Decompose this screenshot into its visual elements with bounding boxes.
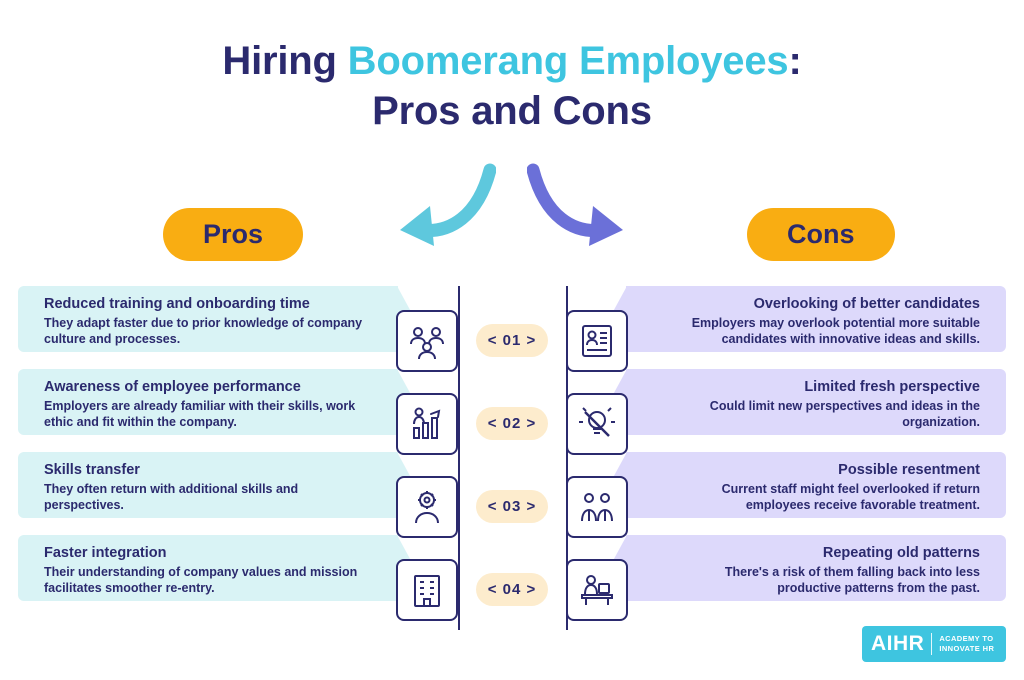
pro-desc-1: They adapt faster due to prior knowledge of company culture and processes. [44, 316, 363, 347]
title-line-1 [0, 36, 1024, 86]
step-badge-1: < 01 > [476, 324, 548, 357]
con-card-1 [626, 286, 1006, 352]
title-part-post: : [788, 39, 802, 83]
title-part-accent: Boomerang Employees [347, 39, 789, 83]
con-card-3 [626, 452, 1006, 518]
con-title-4: Repeating old patterns [822, 545, 980, 561]
pro-desc-4: Their understanding of company values and mission facilitates smoother re-entry. [44, 565, 358, 596]
team-people-icon [396, 310, 458, 372]
divider-left [458, 286, 460, 630]
logo-divider [931, 633, 932, 655]
con-title-2: Limited fresh perspective [804, 379, 980, 395]
pro-card-2 [18, 369, 398, 435]
con-title-3: Possible resentment [838, 462, 980, 478]
growth-chart-icon [396, 393, 458, 455]
pro-card-3 [18, 452, 398, 518]
logo-wordmark: AIHR [871, 632, 925, 655]
desk-worker-icon [566, 559, 628, 621]
pro-card-1 [18, 286, 398, 352]
arrow-to-pros-icon [386, 160, 496, 255]
pro-title-2: Awareness of employee performance [44, 379, 301, 395]
page-title [0, 36, 1024, 136]
pro-title-1: Reduced training and onboarding time [44, 296, 310, 312]
logo-tagline-line2: INNOVATE HR [939, 644, 995, 653]
step-badge-4: < 04 > [476, 573, 548, 606]
pro-card-4 [18, 535, 398, 601]
title-part-pre: Hiring [222, 39, 348, 83]
two-colleagues-icon [566, 476, 628, 538]
pro-desc-2: Employers are already familiar with their skills, work ethic and fit within the company. [44, 399, 356, 430]
aihr-logo [862, 626, 1006, 662]
con-desc-4: There's a risk of them falling back into less productive patterns from the past. [724, 565, 980, 596]
pro-desc-3: They often return with additional skills and perspectives. [44, 482, 299, 513]
arrow-to-cons-icon [527, 160, 637, 255]
pro-title-3: Skills transfer [44, 462, 140, 478]
office-building-icon [396, 559, 458, 621]
pro-title-4: Faster integration [44, 545, 167, 561]
con-desc-3: Current staff might feel overlooked if return employees receive favorable treatment. [721, 482, 980, 513]
con-desc-2: Could limit new perspectives and ideas in the organization. [709, 399, 980, 430]
resume-document-icon [566, 310, 628, 372]
step-badge-3: < 03 > [476, 490, 548, 523]
con-card-2 [626, 369, 1006, 435]
pros-heading-pill: Pros [163, 208, 303, 261]
blocked-idea-icon [566, 393, 628, 455]
con-desc-1: Employers may overlook potential more suitable candidates with innovative ideas and skills. [691, 316, 980, 347]
title-line-2: Pros and Cons [372, 89, 652, 133]
con-title-1: Overlooking of better candidates [753, 296, 980, 312]
person-gear-icon [396, 476, 458, 538]
con-card-4 [626, 535, 1006, 601]
logo-tagline-line1: ACADEMY TO [939, 633, 994, 643]
cons-heading-pill: Cons [747, 208, 895, 261]
logo-tagline [939, 634, 994, 654]
step-badge-2: < 02 > [476, 407, 548, 440]
